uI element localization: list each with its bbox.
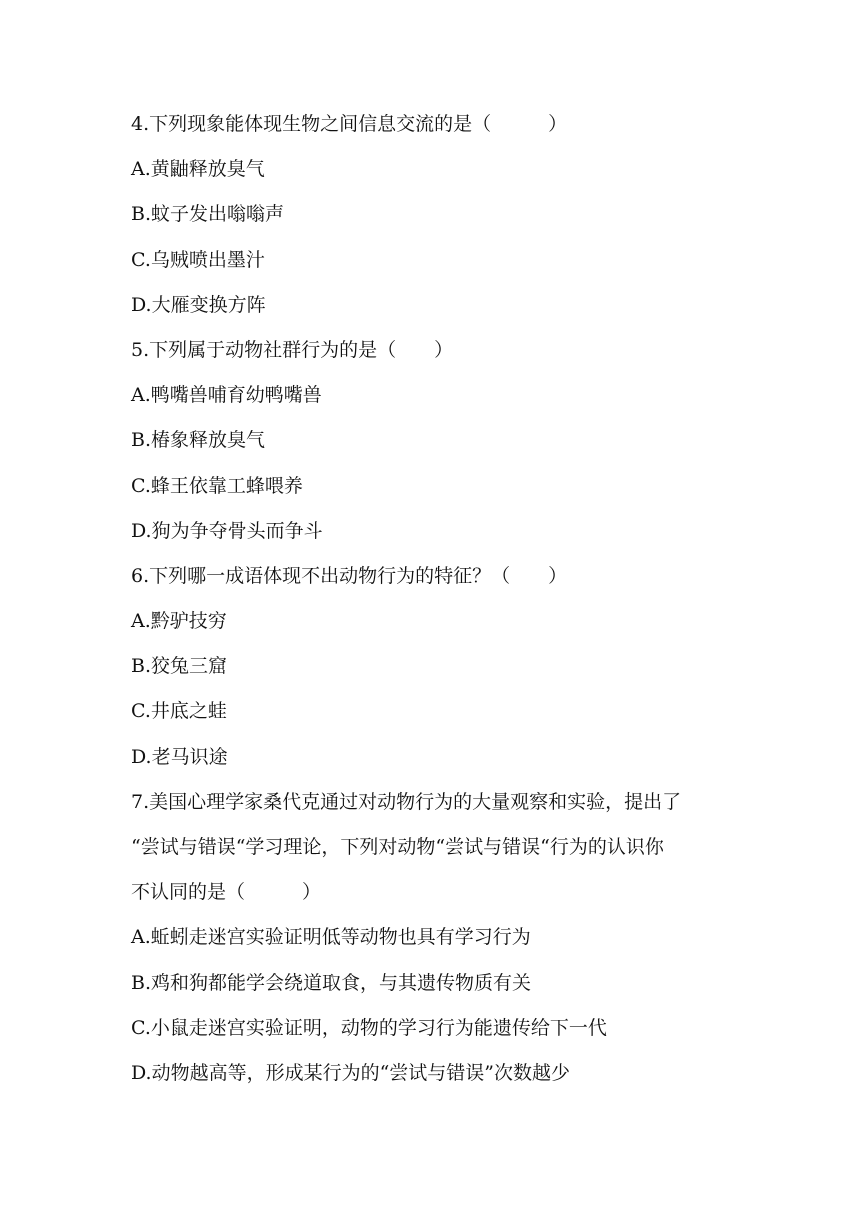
question-4-option-d: D.大雁变换方阵 <box>131 293 266 316</box>
question-list <box>131 113 751 1107</box>
question-4-stem: 4.下列现象能体现生物之间信息交流的是（ ） <box>131 113 568 135</box>
question-7-stem-line-2: “尝试与错误“学习理论，下列对动物“尝试与错误“行为的认识你 <box>131 836 664 858</box>
question-4-option-c: C.乌贼喷出墨汁 <box>131 248 265 271</box>
question-7-option-c: C.小鼠走迷宫实验证明，动物的学习行为能遗传给下一代 <box>131 1016 607 1039</box>
question-7-option-b: B.鸡和狗都能学会绕道取食，与其遗传物质有关 <box>131 971 532 994</box>
question-5-option-d: D.狗为争夺骨头而争斗 <box>131 519 323 542</box>
question-7-option-d: D.动物越高等，形成某行为的“尝试与错误”次数越少 <box>131 1061 571 1084</box>
question-6-option-d: D.老马识途 <box>131 745 228 768</box>
question-4-option-b: B.蚊子发出嗡嗡声 <box>131 203 285 226</box>
question-7-option-a: A.蚯蚓走迷宫实验证明低等动物也具有学习行为 <box>131 926 531 949</box>
question-5-option-c: C.蜂王依靠工蜂喂养 <box>131 474 303 497</box>
question-4-option-a: A.黄鼬释放臭气 <box>131 158 265 181</box>
question-6-option-a: A.黔驴技穷 <box>131 610 227 633</box>
question-7-stem-line-3: 不认同的是（ ） <box>131 881 322 904</box>
question-5-option-a: A.鸭嘴兽哺育幼鸭嘴兽 <box>131 384 322 407</box>
question-5-stem: 5.下列属于动物社群行为的是（ ） <box>131 338 454 361</box>
question-6-option-c: C.井底之蛙 <box>131 700 227 723</box>
question-6-stem: 6.下列哪一成语体现不出动物行为的特征？（ ） <box>131 564 568 587</box>
question-6-option-b: B.狡兔三窟 <box>131 655 228 678</box>
question-5-option-b: B.椿象释放臭气 <box>131 429 266 452</box>
question-7-stem-line-1: 7.美国心理学家桑代克通过对动物行为的大量观察和实验，提出了 <box>131 790 682 813</box>
